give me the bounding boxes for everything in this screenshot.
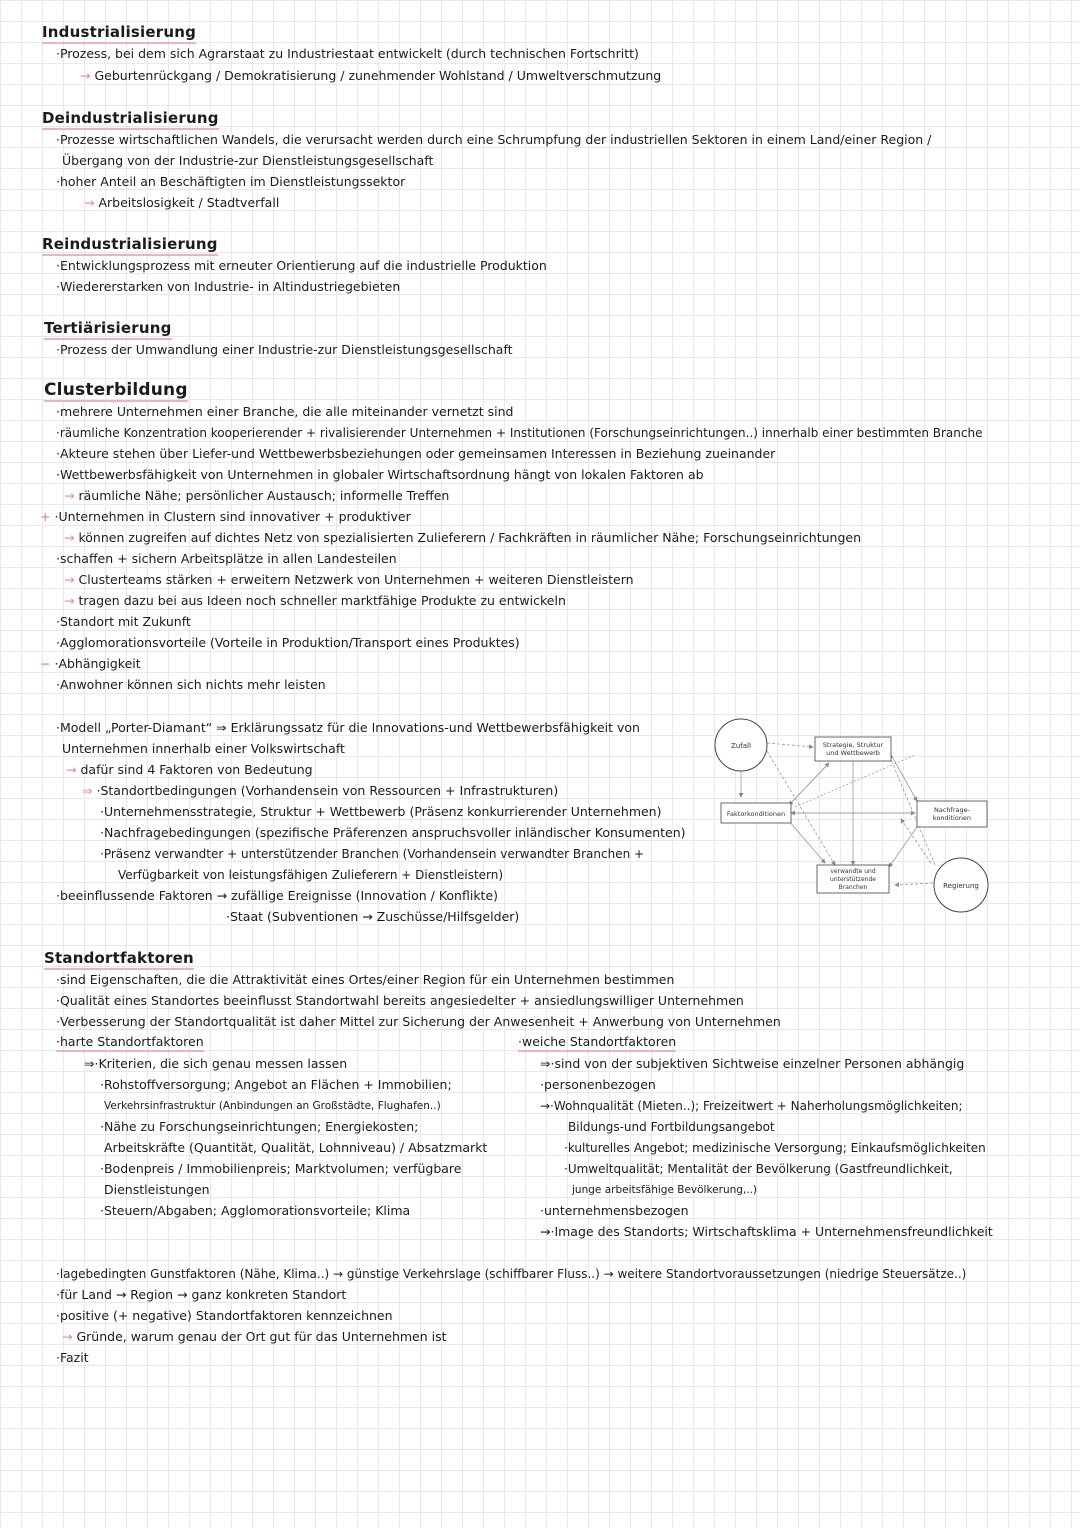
- arrow-icon: →: [64, 530, 75, 545]
- text-line: ·Bodenpreis / Immobilienpreis; Marktvolumen; verfügbare: [100, 1161, 462, 1176]
- text-line: Bildungs-und Fortbildungsangebot: [568, 1120, 775, 1134]
- text-line: ·Staat (Subventionen → Zuschüsse/Hilfsgelder): [226, 909, 520, 924]
- text-line: ·Rohstoffversorgung; Angebot an Flächen + Immobilien;: [100, 1077, 452, 1092]
- minus-icon: −: [40, 656, 51, 671]
- text-line: ·positive (+ negative) Standortfaktoren kennzeichnen: [56, 1308, 393, 1323]
- verwandte-label: Branchen: [838, 884, 868, 891]
- strategie-label: Strategie, Struktur: [822, 741, 884, 749]
- text-line: [40, 656, 141, 672]
- text-content: ·Unternehmen in Clustern sind innovativer + produktiver: [54, 509, 411, 524]
- text-line: ⇒·Kriterien, die sich genau messen lassen: [84, 1056, 348, 1071]
- text-content: dafür sind 4 Faktoren von Bedeutung: [80, 762, 313, 777]
- text-line: ⇒·sind von der subjektiven Sichtweise einzelner Personen abhängig: [540, 1056, 965, 1071]
- text-line: [82, 783, 558, 799]
- text-line: Unternehmen innerhalb einer Volkswirtschaft: [62, 741, 345, 756]
- text-line: →·Image des Standorts; Wirtschaftsklima + Unternehmensfreundlichkeit: [540, 1224, 993, 1239]
- text-line: [64, 488, 449, 504]
- text-line: ·Wiedererstarken von Industrie- in Altindustriegebieten: [56, 279, 401, 294]
- text-line: ·für Land → Region → ganz konkreten Standort: [56, 1287, 347, 1302]
- text-line: ·Fazit: [56, 1350, 89, 1365]
- text-line: ·Akteure stehen über Liefer-und Wettbewerbsbeziehungen oder gemeinsamen Interessen in Beziehung zueinander: [56, 446, 776, 461]
- text-line: ·hoher Anteil an Beschäftigten im Dienstleistungssektor: [56, 174, 406, 189]
- text-line: ·Entwicklungsprozess mit erneuter Orientierung auf die industrielle Produktion: [56, 258, 547, 273]
- text-line: ·Steuern/Abgaben; Agglomorationsvorteile; Klima: [100, 1203, 411, 1218]
- plus-icon: +: [40, 509, 51, 524]
- text-line: [40, 509, 411, 525]
- arrow-icon: →: [64, 593, 75, 608]
- connector: [889, 751, 917, 801]
- connector: [895, 883, 933, 885]
- text-line: [64, 593, 566, 609]
- text-content: können zugreifen auf dichtes Netz von spezialisierten Zulieferern / Fachkräften in räumlicher Nähe; Forschungseinrichtungen: [78, 530, 862, 545]
- text-line: ·Agglomorationsvorteile (Vorteile in Produktion/Transport eines Produktes): [56, 635, 520, 650]
- zufall-label: Zufall: [731, 742, 751, 750]
- text-line: ·Unternehmensstrategie, Struktur + Wettbewerb (Präsenz konkurrierender Unternehmen): [100, 804, 662, 819]
- text-content: ·Abhängigkeit: [54, 656, 141, 671]
- text-line: ·Umweltqualität; Mentalität der Bevölkerung (Gastfreundlichkeit,: [564, 1162, 953, 1176]
- text-line: Verkehrsinfrastruktur (Anbindungen an Großstädte, Flughafen..): [104, 1100, 441, 1112]
- text-line: ·unternehmensbezogen: [540, 1203, 689, 1218]
- text-line: [80, 68, 661, 84]
- verwandte-label: unterstützende: [830, 876, 876, 883]
- heading-clusterbildung: Clusterbildung: [44, 380, 188, 400]
- text-content: Clusterteams stärken + erweitern Netzwerk von Unternehmen + weiteren Dienstleistern: [78, 572, 634, 587]
- connector: [789, 763, 829, 805]
- text-line: ·Verbesserung der Standortqualität ist daher Mittel zur Sicherung der Anwesenheit + Anwerbung von Unternehmen: [56, 1014, 781, 1029]
- arrow-icon: →: [64, 572, 75, 587]
- text-line: ·schaffen + sichern Arbeitsplätze in allen Landesteilen: [56, 551, 397, 566]
- arrow-icon: →: [80, 68, 91, 83]
- arrow-icon: →: [84, 195, 95, 210]
- text-line: [64, 572, 634, 588]
- text-line: [64, 530, 861, 546]
- connector: [767, 743, 813, 747]
- text-line: ·sind Eigenschaften, die die Attraktivität eines Ortes/einer Region für ein Unternehmen bestimmen: [56, 972, 675, 987]
- text-line: ·lagebedingten Gunstfaktoren (Nähe, Klima..) → günstige Verkehrslage (schiffbarer Fluss..) → weitere Standortvoraussetzungen (niedrige Steuersätze..): [56, 1267, 967, 1281]
- text-line: Übergang von der Industrie-zur Dienstleistungsgesellschaft: [62, 153, 434, 168]
- porter-diamond-diagram: [705, 715, 1005, 915]
- text-line: ·Standort mit Zukunft: [56, 614, 191, 629]
- regierung-label: Regierung: [943, 882, 979, 890]
- heading-harte-standortfaktoren: ·harte Standortfaktoren: [56, 1034, 204, 1052]
- arrow-icon: →: [64, 488, 75, 503]
- text-line: Arbeitskräfte (Quantität, Qualität, Lohnniveau) / Absatzmarkt: [104, 1140, 488, 1155]
- faktor-label: Faktorkonditionen: [726, 810, 786, 818]
- text-line: ·Präsenz verwandter + unterstützender Branchen (Vorhandensein verwandter Branchen +: [100, 847, 645, 861]
- heading-industrialisierung: Industrialisierung: [42, 24, 196, 44]
- text-line: ·Modell „Porter-Diamant“ ⇒ Erklärungssatz für die Innovations-und Wettbewerbsfähigkeit von: [56, 720, 640, 735]
- double-arrow-icon: ⇒: [82, 783, 93, 798]
- text-line: Dienstleistungen: [104, 1182, 210, 1197]
- heading-deindustrialisierung: Deindustrialisierung: [42, 110, 219, 130]
- connector: [789, 821, 825, 863]
- nachfrage-label: Nachfrage-: [934, 806, 970, 814]
- text-content: räumliche Nähe; persönlicher Austausch; informelle Treffen: [78, 488, 450, 503]
- text-line: →·Wohnqualität (Mieten..); Freizeitwert + Naherholungsmöglichkeiten;: [540, 1099, 963, 1113]
- connector: [889, 827, 917, 867]
- text-content: Geburtenrückgang / Demokratisierung / zunehmender Wohlstand / Umweltverschmutzung: [94, 68, 662, 83]
- arrow-icon: →: [62, 1329, 73, 1344]
- heading-standortfaktoren: Standortfaktoren: [44, 950, 194, 970]
- text-line: [84, 195, 279, 211]
- connector: [795, 755, 915, 807]
- text-line: [66, 762, 313, 778]
- text-content: Arbeitslosigkeit / Stadtverfall: [98, 195, 280, 210]
- text-line: ·Nachfragebedingungen (spezifische Präferenzen anspruchsvoller inländischer Konsumenten): [100, 825, 686, 840]
- verwandte-label: verwandte und: [830, 868, 876, 875]
- text-line: ·personenbezogen: [540, 1077, 656, 1092]
- text-line: ·Prozesse wirtschaftlichen Wandels, die verursacht werden durch eine Schrumpfung der industriellen Sektoren in einem Land/einer Region /: [56, 132, 932, 147]
- text-content: ·Standortbedingungen (Vorhandensein von Ressourcen + Infrastrukturen): [96, 783, 559, 798]
- nachfrage-label: konditionen: [932, 814, 972, 822]
- text-line: ·Prozess, bei dem sich Agrarstaat zu Industriestaat entwickelt (durch technischen Fortschritt): [56, 46, 639, 61]
- text-content: Gründe, warum genau der Ort gut für das Unternehmen ist: [76, 1329, 447, 1344]
- text-line: ·Qualität eines Standortes beeinflusst Standortwahl bereits angesiedelter + ansiedlungswilliger Unternehmen: [56, 993, 744, 1008]
- heading-reindustrialisierung: Reindustrialisierung: [42, 236, 218, 256]
- text-line: junge arbeitsfähige Bevölkerung,..): [572, 1184, 758, 1196]
- text-line: ·mehrere Unternehmen einer Branche, die alle miteinander vernetzt sind: [56, 404, 514, 419]
- strategie-label: und Wettbewerb: [826, 749, 880, 757]
- heading-weiche-standortfaktoren: ·weiche Standortfaktoren: [518, 1034, 676, 1052]
- heading-tertiaerisierung: Tertiärisierung: [44, 320, 172, 340]
- arrow-icon: →: [66, 762, 77, 777]
- text-line: ·Nähe zu Forschungseinrichtungen; Energiekosten;: [100, 1119, 419, 1134]
- text-line: ·Prozess der Umwandlung einer Industrie-zur Dienstleistungsgesellschaft: [56, 342, 513, 357]
- text-line: ·beeinflussende Faktoren → zufällige Ereignisse (Innovation / Konflikte): [56, 888, 499, 903]
- text-content: tragen dazu bei aus Ideen noch schneller marktfähige Produkte zu entwickeln: [78, 593, 566, 608]
- text-line: ·räumliche Konzentration kooperierender + rivalisierender Unternehmen + Institutionen (Forschungseinrichtungen..) innerhalb einer bestimmten Branche: [56, 426, 983, 440]
- text-line: [62, 1329, 447, 1345]
- text-line: ·Anwohner können sich nichts mehr leisten: [56, 677, 326, 692]
- text-line: ·Wettbewerbsfähigkeit von Unternehmen in globaler Wirtschaftsordnung hängt von lokalen Faktoren ab: [56, 467, 704, 482]
- text-line: ·kulturelles Angebot; medizinische Versorgung; Einkaufsmöglichkeiten: [564, 1141, 986, 1155]
- text-line: Verfügbarkeit von leistungsfähigen Zulieferern + Dienstleistern): [118, 868, 504, 882]
